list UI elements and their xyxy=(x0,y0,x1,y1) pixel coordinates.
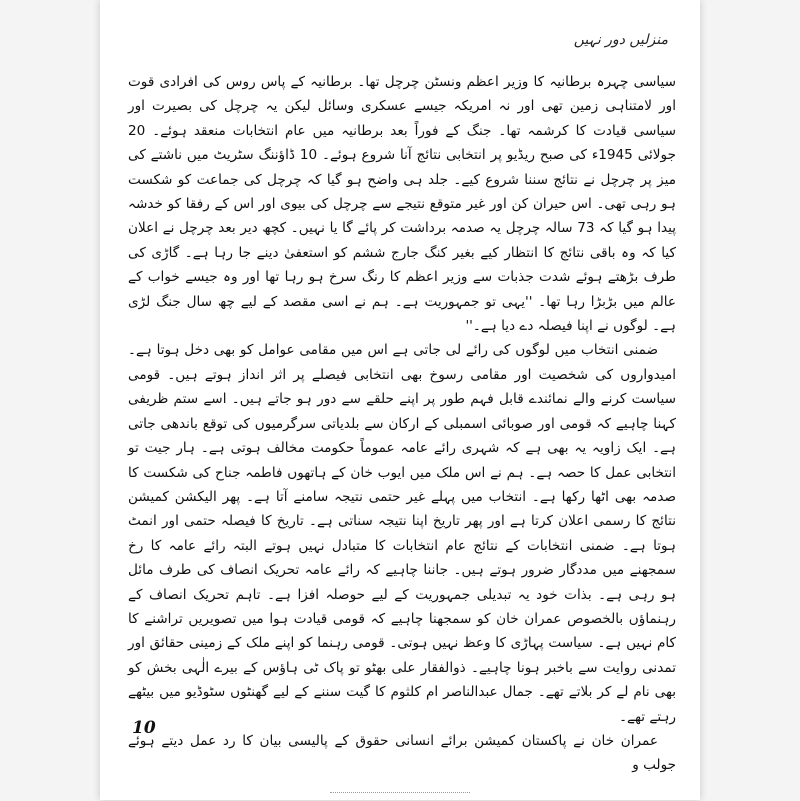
page-number: 10 xyxy=(132,718,156,738)
paragraph-churchill: سیاسی چہرہ برطانیہ کا وزیر اعظم ونسٹن چرچل تھا۔ برطانیہ کے پاس روس کی افرادی قوت اور لامتناہی زمین تھی اور نہ امریکہ جیسے عسکری وسائل لیکن یہ چرچل کی بصیرت اور سیاسی قیادت کا کرشمہ تھا۔ جنگ کے فوراً بعد برطانیہ میں عام انتخابات منعقد ہوئے۔ 20 جولائی 1945ء کی صبح ریڈیو پر انتخابی نتائج آنا شروع ہوئے۔ 10 ڈاؤننگ سٹریٹ میں ناشتے کی میز پر چرچل نے نتائج سننا شروع کیے۔ جلد ہی واضح ہو گیا کہ چرچل کی جماعت کو شکست ہو رہی تھی۔ اس حیران کن اور غیر متوقع نتیجے سے چرچل کی بیوی اور اس کے رفقا کو خدشہ پیدا ہو گیا کہ 73 سالہ چرچل یہ صدمہ برداشت کر پائے گا یا نہیں۔ کچھ دیر بعد چرچل نے اعلان کیا کہ وہ باقی نتائج کا انتظار کیے بغیر کنگ جارج ششم کو استعفیٰ دینے جا رہا ہے۔ گاڑی کی طرف بڑھتے ہوئے شدت جذبات سے وزیر اعظم کا رنگ سرخ ہو رہا تھا اور وہ جیسے خواب کے عالم میں بڑبڑا رہا تھا۔ ''یہی تو جمہوریت ہے۔ ہم نے اسی مقصد کے لیے چھ سال جنگ لڑی ہے۔ لوگوں نے اپنا فیصلہ دے دیا ہے۔'' xyxy=(128,74,676,335)
paragraph-by-election: ضمنی انتخاب میں لوگوں کی رائے لی جاتی ہے اس میں مقامی عوامل کو بھی دخل ہوتا ہے۔ امیدواروں کی شخصیت اور مقامی رسوخ بھی انتخابی فیصلے پر اثر انداز ہوتے ہیں۔ قومی سیاست کرنے والے نمائندے قابل فہم طور پر اپنے حلقے سے دور ہو جاتے ہیں۔ اسے ستم ظریفی کہنا چاہیے کہ قومی اور صوبائی اسمبلی کے ارکان سے بلدیاتی سرگرمیوں کی توقع باندھی جاتی ہے۔ ایک زاویہ یہ بھی ہے کہ شہری رائے عامہ عموماً حکومت مخالف ہوتی ہے۔ ہار جیت تو انتخابی عمل کا حصہ ہے۔ ہم نے اس ملک میں ایوب خان کے ہاتھوں فاطمہ جناح کی شکست کا صدمہ بھی اٹھا رکھا ہے۔ انتخاب میں پہلے غیر حتمی نتیجہ سامنے آتا ہے۔ پھر الیکشن کمیشن نتائج کا رسمی اعلان کرتا ہے اور پھر تاریخ اپنا نتیجہ سناتی ہے۔ تاریخ کا فیصلہ حتمی اور انمٹ ہوتا ہے۔ ضمنی انتخابات کے نتائج عام انتخابات کا متبادل نہیں ہوتے البتہ رائے عامہ کا رخ سمجھنے میں مددگار ضرور ہوتے ہیں۔ جاننا چاہیے کہ رائے عامہ تحریک انصاف کی طرف مائل ہو رہی ہے۔ بذات خود یہ تبدیلی جمہوریت کے لیے حوصلہ افزا ہے۔ تاہم تحریک انصاف کے رہنماؤں بالخصوص عمران خان کو سمجھنا چاہیے کہ قومی قیادت ہوا میں تصویریں تراشنے کا کام نہیں ہے۔ سیاست پہاڑی کا وعظ نہیں ہوتی۔ قومی رہنما کو اپنے ملک کے زمینی حقائق اور تمدنی روایت سے باخبر ہونا چاہیے۔ ذوالفقار علی بھٹو تو پاک ٹی ہاؤس کے بیرے الٰہی بخش کو بھی نام لے کر بلاتے تھے۔ جمال عبدالناصر ام کلثوم کا گیت سننے کے لیے گھنٹوں سٹوڈیو میں بیٹھے رہتے تھے۔ xyxy=(128,342,676,725)
body-text xyxy=(128,70,676,778)
book-page xyxy=(100,0,700,800)
running-head: منزلیں دور نہیں xyxy=(573,32,668,48)
paragraph-imran-khan: عمران خان نے پاکستان کمیشن برائے انسانی حقوق کے پالیسی بیان کا رد عمل دیتے ہوئے جولب و xyxy=(128,732,676,774)
